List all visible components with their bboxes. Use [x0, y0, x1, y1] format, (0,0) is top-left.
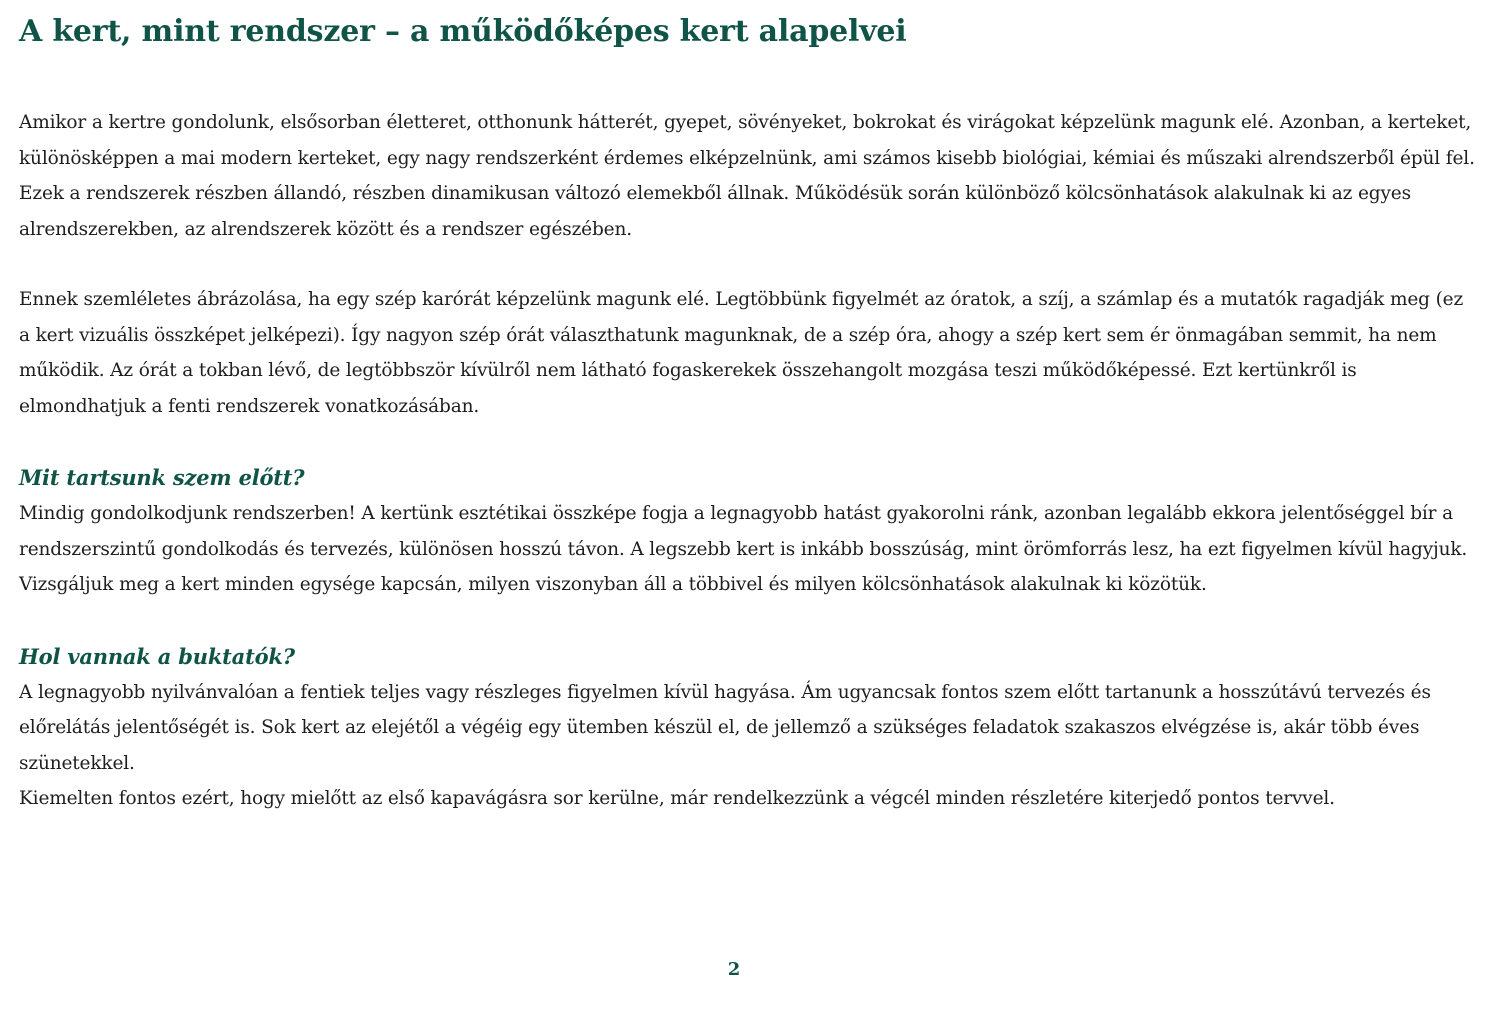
section-heading-mit-tartsunk: Mit tartsunk szem előtt?	[19, 465, 305, 490]
section-2-paragraph-1: A legnagyobb nyilvánvalóan a fentiek teljes vagy részleges figyelmen kívül hagyása. Ám ugyancsak fontos szem előtt tartanunk a hosszútávú tervezés és előrelátás jelentőségét is. Sok kert az elejétől a végéig egy ütemben készül el, de jellemző a szükséges feladatok szakaszos elvégzése is, akár több éves szünetekkel.	[19, 681, 1431, 774]
section-1-paragraph-1: Mindig gondolkodjunk rendszerben! A kertünk esztétikai összképe fogja a legnagyobb hatást gyakorolni ránk, azonban legalább ekkora jelentőséggel bír a rendszerszintű gondolkodás és tervezés, különösen hosszú távon. A legszebb kert is inkább bosszúság, mint örömforrás lesz, ha ezt figyelmen kívül hagyjuk.	[19, 503, 1468, 560]
intro-paragraph-1: Amikor a kertre gondolunk, elsősorban életteret, otthonunk hátterét, gyepet, sövényeket, bokrokat és virágokat képzelünk magunk elé. Azonban, a kerteket, különösképpen a mai modern kerteket, egy nagy rendszerként érdemes elképzelnünk, ami számos kisebb biológiai, kémiai és műszaki alrendszerből épül fel. Ezek a rendszerek részben állandó, részben dinamikusan változó elemekből állnak. Működésük során különböző kölcsönhatások alakulnak ki az egyes alrendszerekben, az alrendszerek között és a rendszer egészében.	[19, 112, 1475, 240]
section-1-paragraph-2: Vizsgáljuk meg a kert minden egysége kapcsán, milyen viszonyban áll a többivel és milyen kölcsönhatások alakulnak ki közötük.	[19, 574, 1207, 595]
section-heading-hol-vannak: Hol vannak a buktatók?	[19, 643, 295, 669]
section-2-paragraph-2: Kiemelten fontos ezért, hogy mielőtt az első kapavágásra sor kerülne, már rendelkezzünk a végcél minden részletére kiterjedő pontos tervvel.	[19, 788, 1335, 809]
page-number: 2	[727, 959, 741, 980]
intro-paragraph-2: Ennek szemléletes ábrázolása, ha egy szép karórát képzelünk magunk elé. Legtöbbünk figyelmét az óratok, a szíj, a számlap és a mutatók ragadják meg (ez a kert vizuális összképet jelképezi). Így nagyon szép órát választhatunk magunknak, de a szép óra, ahogy a szép kert sem ér önmagában semmit, ha nem működik. Az órát a tokban lévő, de legtöbbször kívülről nem látható fogaskerekek összehangolt mozgása teszi működőképessé. Ezt kertünkről is elmondhatjuk a fenti rendszerek vonatkozásában.	[19, 289, 1464, 417]
document-page	[19, 0, 1479, 817]
page-title: A kert, mint rendszer – a működőképes kert alapelvei	[19, 14, 907, 49]
